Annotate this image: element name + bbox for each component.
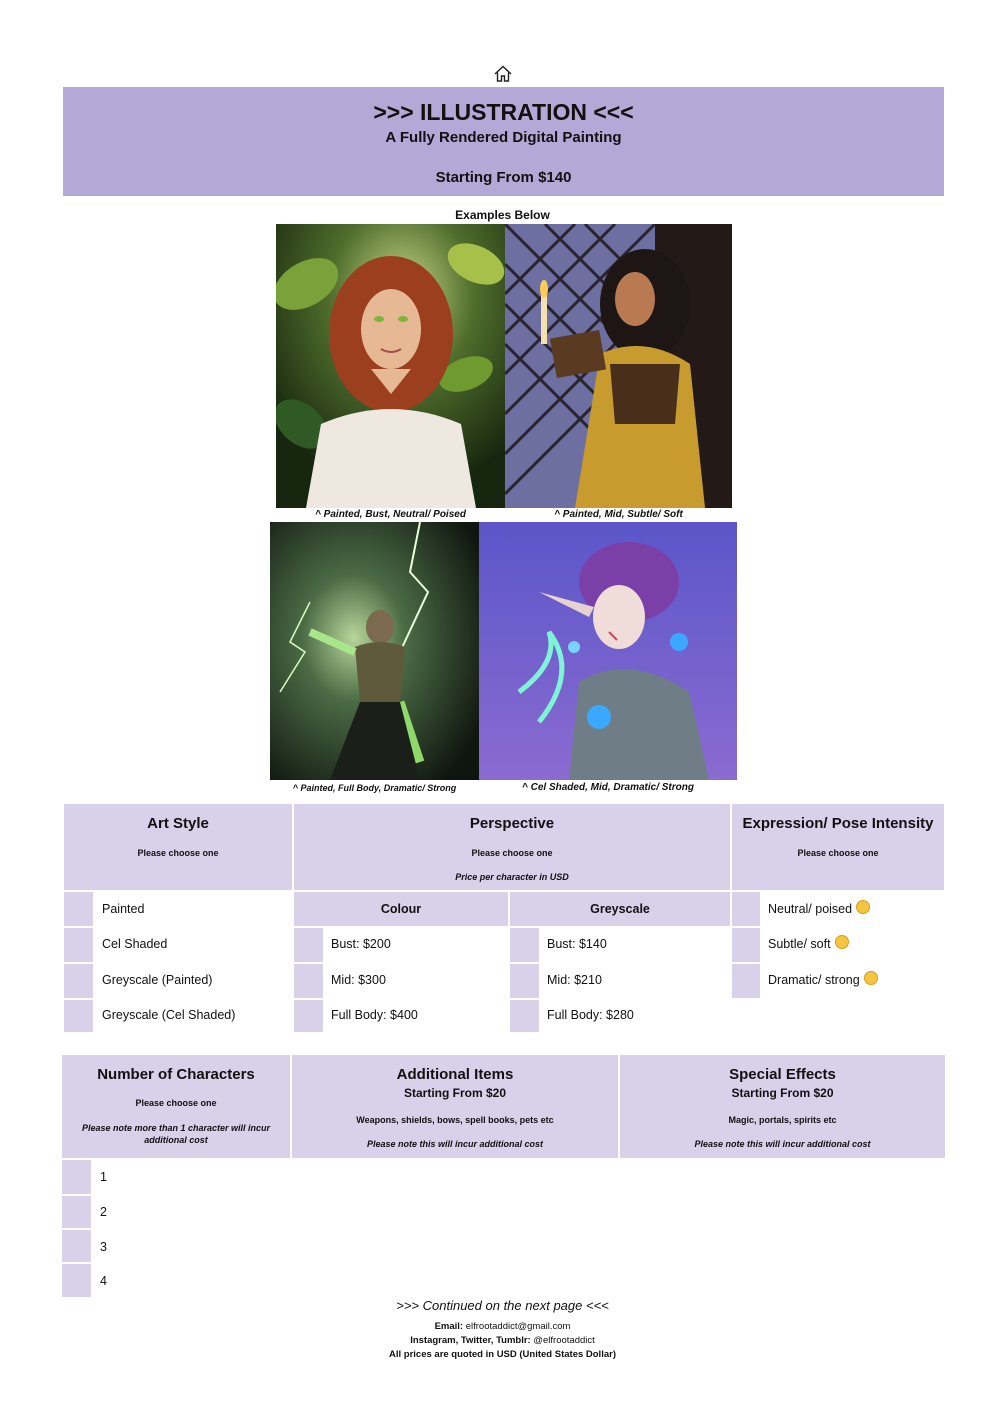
special-effects-title: Special Effects [729, 1066, 836, 1083]
colour-checkbox-full-body[interactable] [294, 1000, 323, 1032]
currency-note: All prices are quoted in USD (United States Dollar) [389, 1349, 616, 1360]
examples-label: Examples Below [455, 208, 550, 222]
grin-face-icon [864, 971, 878, 985]
colour-checkbox-bust[interactable] [294, 928, 323, 962]
greyscale-checkbox-full-body[interactable] [510, 1000, 539, 1032]
greyscale-label: Greyscale [590, 902, 650, 916]
characters-checkbox-2[interactable] [62, 1196, 91, 1228]
colour-option-mid: Mid: $300 [331, 973, 386, 987]
additional-items-examples: Weapons, shields, bows, spell books, pets etc [356, 1115, 554, 1125]
expression-option-dramatic [768, 973, 878, 987]
colour-label: Colour [380, 902, 422, 916]
smile-face-icon [835, 935, 849, 949]
caption-4: ^ Cel Shaded, Mid, Dramatic/ Strong [522, 782, 694, 793]
art-style-checkbox-greyscale-painted[interactable] [64, 964, 93, 998]
characters-option-3: 3 [100, 1240, 107, 1254]
art-style-option-greyscale-painted: Greyscale (Painted) [102, 973, 213, 987]
colour-checkbox-mid[interactable] [294, 964, 323, 998]
characters-option-4: 4 [100, 1274, 107, 1288]
email-address[interactable]: elfrootaddict@gmail.com [465, 1321, 571, 1332]
example-image-painted-full-body [270, 522, 479, 780]
expression-option-subtle [768, 937, 849, 951]
characters-checkbox-3[interactable] [62, 1230, 91, 1262]
additional-items-price: Starting From $20 [403, 1086, 507, 1100]
characters-note: Please choose one [135, 1098, 217, 1108]
additional-items-title: Additional Items [396, 1066, 514, 1083]
caption-1: ^ Painted, Bust, Neutral/ Poised [315, 509, 466, 520]
greyscale-checkbox-mid[interactable] [510, 964, 539, 998]
expression-checkbox-neutral[interactable] [732, 892, 760, 926]
art-style-option-cel-shaded: Cel Shaded [102, 937, 168, 951]
greyscale-option-mid: Mid: $210 [547, 973, 602, 987]
expression-label-neutral: Neutral/ poised [768, 902, 853, 916]
art-style-option-painted: Painted [102, 902, 145, 916]
social-line [0, 1335, 1005, 1346]
colour-option-bust: Bust: $200 [331, 937, 391, 951]
art-style-checkbox-painted[interactable] [64, 892, 93, 926]
neutral-face-icon [856, 900, 870, 914]
characters-option-2: 2 [100, 1205, 107, 1219]
greyscale-option-full-body: Full Body: $280 [547, 1008, 634, 1022]
greyscale-checkbox-bust[interactable] [510, 928, 539, 962]
expression-checkbox-dramatic[interactable] [732, 964, 760, 998]
example-image-painted-mid [505, 224, 732, 508]
art-style-option-greyscale-cel: Greyscale (Cel Shaded) [102, 1008, 236, 1022]
starting-price: Starting From $140 [435, 169, 572, 186]
characters-warning: Please note more than 1 character will incur additional cost [81, 1123, 271, 1145]
art-style-checkbox-cel-shaded[interactable] [64, 928, 93, 962]
expression-note: Please choose one [797, 848, 879, 858]
art-style-title: Art Style [147, 815, 209, 832]
art-style-note: Please choose one [137, 848, 219, 858]
email-line [0, 1321, 1005, 1332]
expression-label-subtle: Subtle/ soft [768, 937, 831, 951]
art-style-checkbox-greyscale-cel[interactable] [64, 1000, 93, 1032]
page-subtitle: A Fully Rendered Digital Painting [385, 129, 622, 146]
social-handle: @elfrootaddict [533, 1335, 595, 1346]
special-effects-examples: Magic, portals, spirits etc [728, 1115, 837, 1125]
caption-2: ^ Painted, Mid, Subtle/ Soft [554, 509, 683, 520]
characters-option-1: 1 [100, 1170, 107, 1184]
example-image-cel-shaded-mid [479, 522, 737, 780]
characters-title: Number of Characters [97, 1066, 255, 1083]
social-label: Instagram, Twitter, Tumblr: [410, 1335, 531, 1346]
example-image-painted-bust [276, 224, 505, 508]
special-effects-warning: Please note this will incur additional cost [694, 1139, 871, 1149]
expression-option-neutral [768, 902, 870, 916]
perspective-price-note: Price per character in USD [455, 872, 569, 882]
email-label: Email: [434, 1321, 464, 1332]
caption-3: ^ Painted, Full Body, Dramatic/ Strong [292, 783, 457, 793]
header-banner [63, 87, 944, 196]
additional-items-warning: Please note this will incur additional cost [366, 1139, 544, 1149]
expression-checkbox-subtle[interactable] [732, 928, 760, 962]
greyscale-option-bust: Bust: $140 [547, 937, 607, 951]
continued-note: >>> Continued on the next page <<< [396, 1298, 609, 1313]
colour-option-full-body: Full Body: $400 [331, 1008, 418, 1022]
special-effects-price: Starting From $20 [731, 1086, 834, 1100]
characters-checkbox-4[interactable] [62, 1264, 91, 1297]
perspective-title: Perspective [469, 815, 555, 832]
home-icon[interactable] [493, 64, 513, 84]
page-title: >>> ILLUSTRATION <<< [373, 99, 634, 125]
perspective-note: Please choose one [471, 848, 553, 858]
expression-title: Expression/ Pose Intensity [742, 815, 934, 832]
characters-checkbox-1[interactable] [62, 1160, 91, 1194]
expression-label-dramatic: Dramatic/ strong [768, 973, 860, 987]
